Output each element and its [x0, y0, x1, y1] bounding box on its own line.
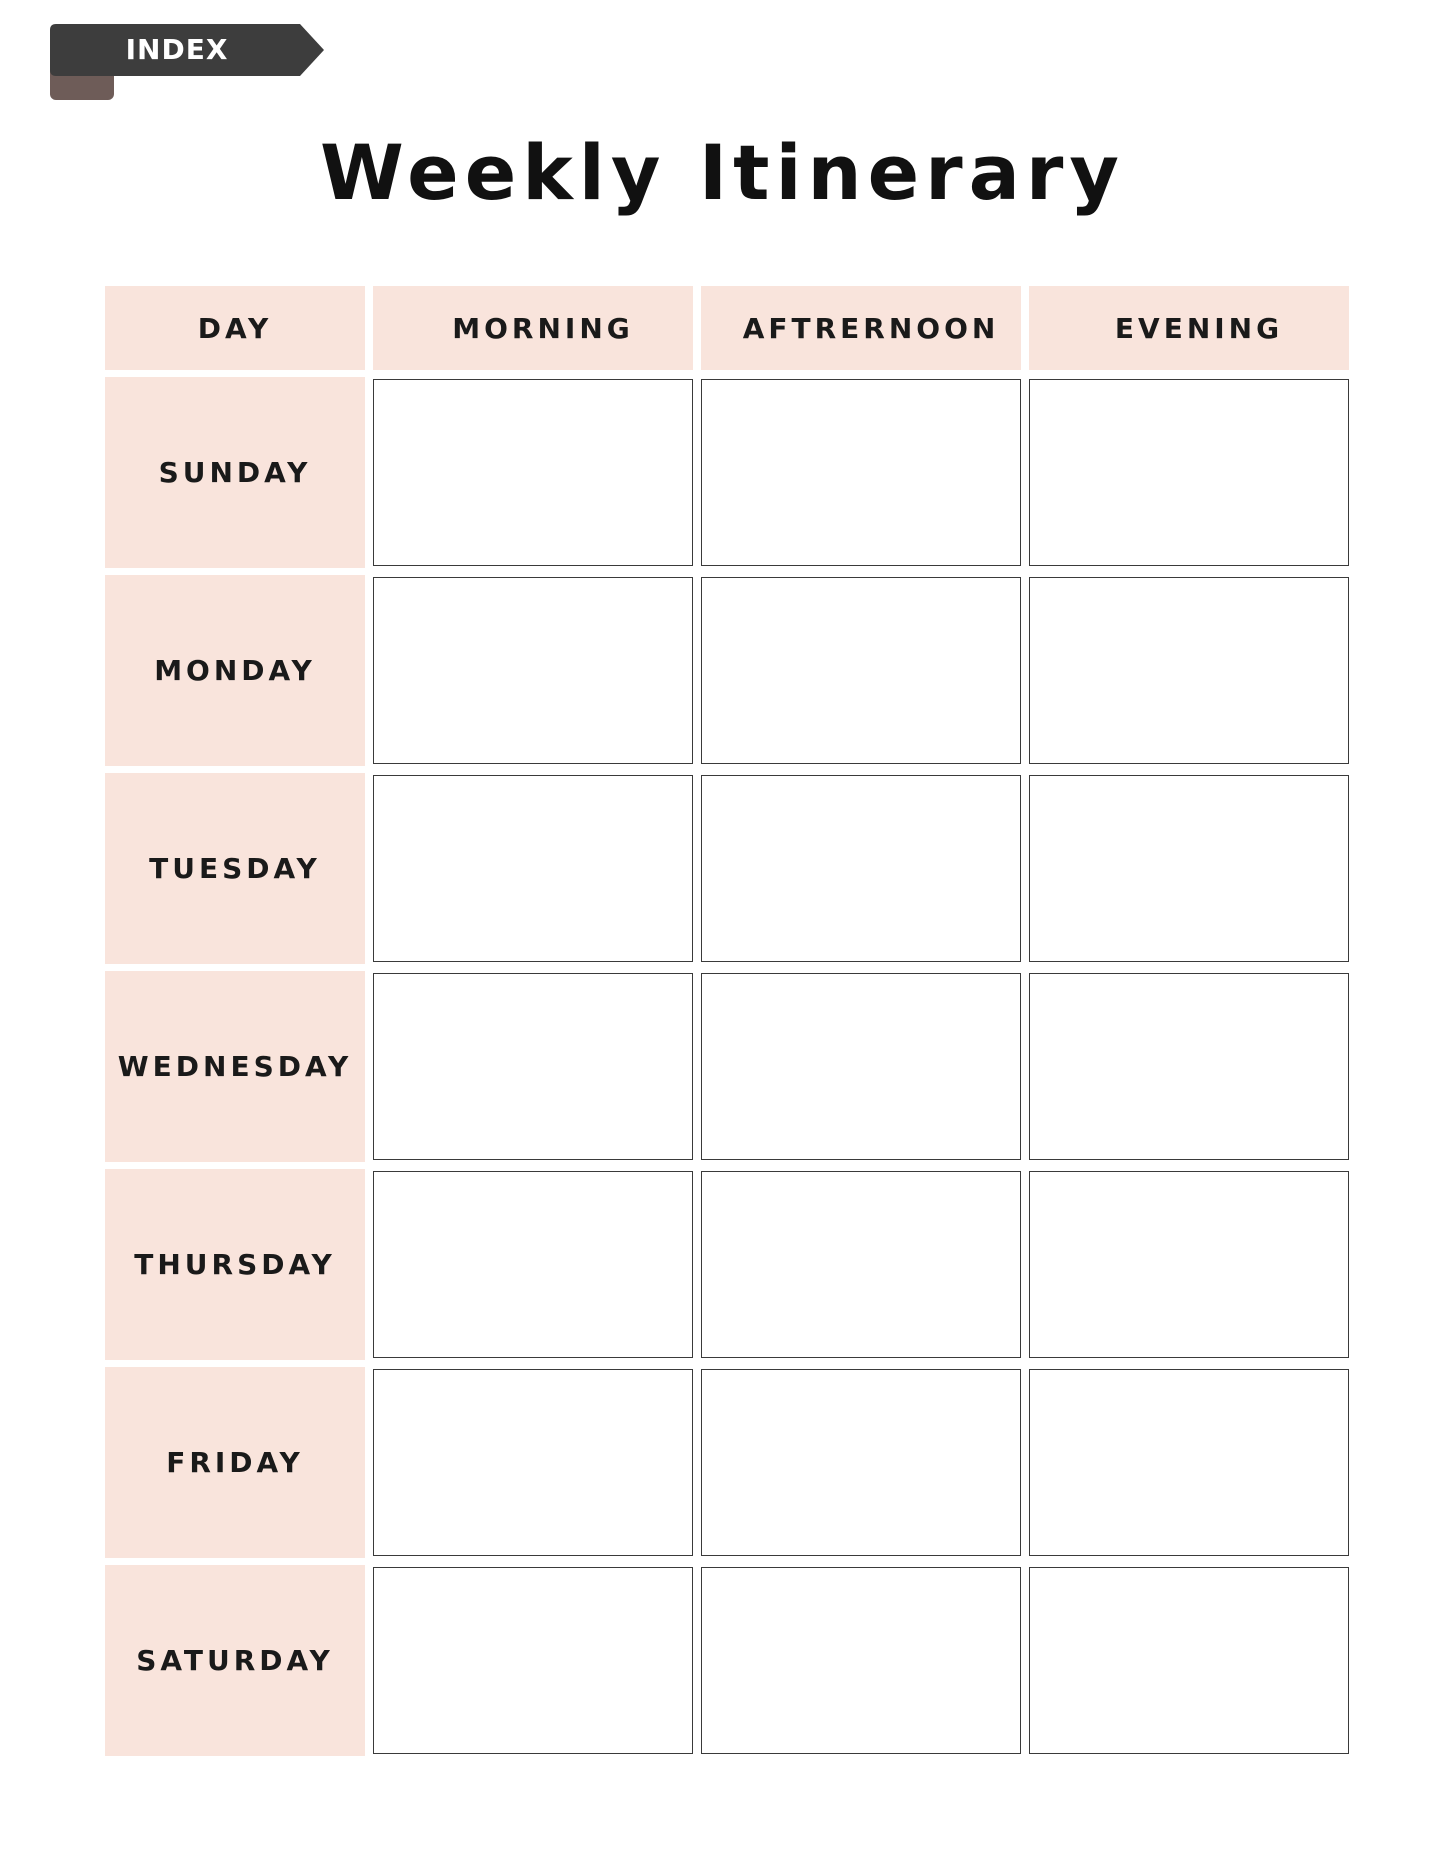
wednesday-afternoon-cell[interactable] — [701, 973, 1021, 1160]
index-tab[interactable] — [50, 24, 324, 100]
page-title: Weekly Itinerary — [320, 128, 1125, 217]
monday-afternoon-cell[interactable] — [701, 577, 1021, 764]
monday-evening-cell[interactable] — [1029, 577, 1349, 764]
saturday-morning-cell[interactable] — [373, 1567, 693, 1754]
column-header-label: AFTRERNOON — [742, 311, 1000, 345]
tuesday-morning-cell[interactable] — [373, 775, 693, 962]
day-label-sunday: SUNDAY — [105, 377, 365, 568]
saturday-evening-cell[interactable] — [1029, 1567, 1349, 1754]
day-label-friday: FRIDAY — [105, 1367, 365, 1558]
column-header-afternoon — [701, 286, 1021, 370]
sunday-morning-cell[interactable] — [373, 379, 693, 566]
wednesday-evening-cell[interactable] — [1029, 973, 1349, 1160]
column-header-evening — [1029, 286, 1349, 370]
column-header-label: DAY — [197, 311, 273, 345]
monday-morning-cell[interactable] — [373, 577, 693, 764]
itinerary-table — [105, 286, 1345, 1757]
friday-afternoon-cell[interactable] — [701, 1369, 1021, 1556]
column-header-label: MORNING — [452, 311, 634, 345]
saturday-afternoon-cell[interactable] — [701, 1567, 1021, 1754]
column-header-day — [105, 286, 365, 370]
thursday-evening-cell[interactable] — [1029, 1171, 1349, 1358]
day-label-thursday: THURSDAY — [105, 1169, 365, 1360]
day-label-monday: MONDAY — [105, 575, 365, 766]
column-header-label: EVENING — [1114, 311, 1284, 345]
column-header-morning — [373, 286, 693, 370]
tuesday-afternoon-cell[interactable] — [701, 775, 1021, 962]
friday-morning-cell[interactable] — [373, 1369, 693, 1556]
day-label-wednesday: WEDNESDAY — [105, 971, 365, 1162]
tuesday-evening-cell[interactable] — [1029, 775, 1349, 962]
index-tab-label: INDEX — [125, 33, 229, 66]
day-label-saturday: SATURDAY — [105, 1565, 365, 1756]
sunday-afternoon-cell[interactable] — [701, 379, 1021, 566]
thursday-morning-cell[interactable] — [373, 1171, 693, 1358]
wednesday-morning-cell[interactable] — [373, 973, 693, 1160]
day-label-tuesday: TUESDAY — [105, 773, 365, 964]
friday-evening-cell[interactable] — [1029, 1369, 1349, 1556]
thursday-afternoon-cell[interactable] — [701, 1171, 1021, 1358]
sunday-evening-cell[interactable] — [1029, 379, 1349, 566]
